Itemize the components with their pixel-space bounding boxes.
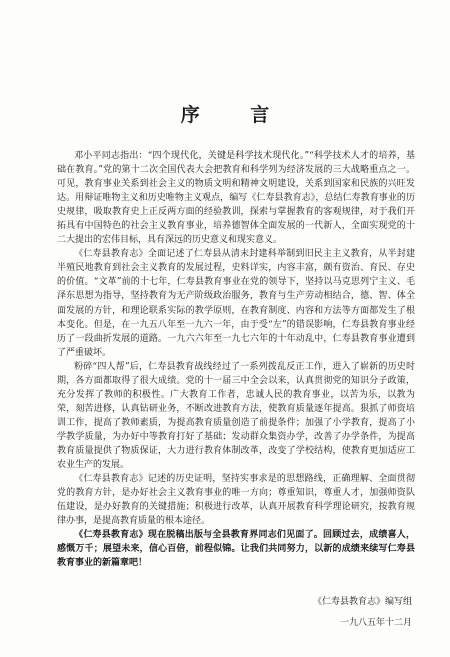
signature-date: 一九八五年十二月	[339, 618, 412, 628]
signature-org: 《仁寿县教育志》编写组	[312, 597, 412, 607]
page-title: 序 言	[180, 104, 292, 126]
paragraph-3: 粉碎“四人帮”后，仁寿县教育战线经过了一系列拨乱反正工作，进入了崭新的历史时期，各方面都取得了很大成绩。党的十一届三中全会以来，认真贯彻党的知识分子政策，充分发挥了教师的积极性。广大教育工作者，忠诚人民的教育事业，以苦为乐，以教为荣，刻苦进修，认真钻研业务，不断改进教育方法，使教育质量逐年提高。狠抓了师资培训工作，提高了教师素质，为提高教育质量创造了前提条件；加强了小学教育，提高了小学教学质量，为办好中等教育打好了基础；发动群众集资办学，改善了办学条件，为提高教育质量提供了物质保证，大力进行教育体制改革，改变了学校结构，使教育更加适应工农业生产的发展。	[57, 361, 415, 471]
paragraph-4: 《仁寿县教育志》记述的历史证明，坚持实事求是的思想路线，正确理解、全面贯彻党的教育方针，是办好社会主义教育事业的唯一方向；尊重知识，尊重人才，加强师资队伍建设，是办好教育的关键措施；积极进行改革，认真开展教育科学理论研究，按教育规律办事，是提高教育质量的根本途径。	[57, 474, 415, 527]
paragraph-2: 《仁寿县教育志》全面记述了仁寿县从清末封建科举制到旧民主主义教育，从半封建半殖民地教育到社会主义教育的发展过程，史料详实，内容丰富，颇有资治、育民、存史的价值。“文革”前的十七年，仁寿县教育事业在党的领导下，坚持以马克思列宁主义、毛泽东思想为指导，坚持教育为无产阶级政治服务，教育与生产劳动相结合，德、智、体全面发展的方针，和理论联系实际的教学原则，在教育制度、内容和方法等方面都发生了根本变化。但是，在一九五八年至一九六一年，由于受“左”的错误影响，仁寿县教育事业经历了一段曲折发展的道路。一九六六年至一九七六年的十年动乱中，仁寿县教育事业遭到了严重破坏。	[57, 249, 415, 358]
paragraph-1: 邓小平同志指出：“四个现代化，关键是科学技术现代化。”“科学技术人才的培养，基础在教育。”党的第十二次全国代表大会把教育和科学列为经济发展的三大战略重点之一。可见，教育事业关系到社会主义的物质文明和精神文明建设，关系到国家和民族的兴旺发达。用辩证唯物主义和历史唯物主义观点，编写《仁寿县教育志》，总结仁寿教育事业的历史规律，吸取教育史上正反两方面的经验教训，探索与掌握教育的客观规律，对于我们开拓具有中国特色的社会主义教育事业，培养德智体全面发展的一代新人，全面实现党的十二大提出的宏伟目标，具有深远的历史意义和现实意义。	[57, 151, 415, 246]
paragraph-5: 《仁寿县教育志》现在脱稿出版与全县教育界同志们见面了。回顾过去，成绩喜人，感慨万千；展望未来，信心百倍，前程似锦。让我们共同努力，以新的成绩来续写仁寿县教育事业的新篇章吧！	[57, 530, 415, 569]
preface-body	[57, 149, 415, 570]
